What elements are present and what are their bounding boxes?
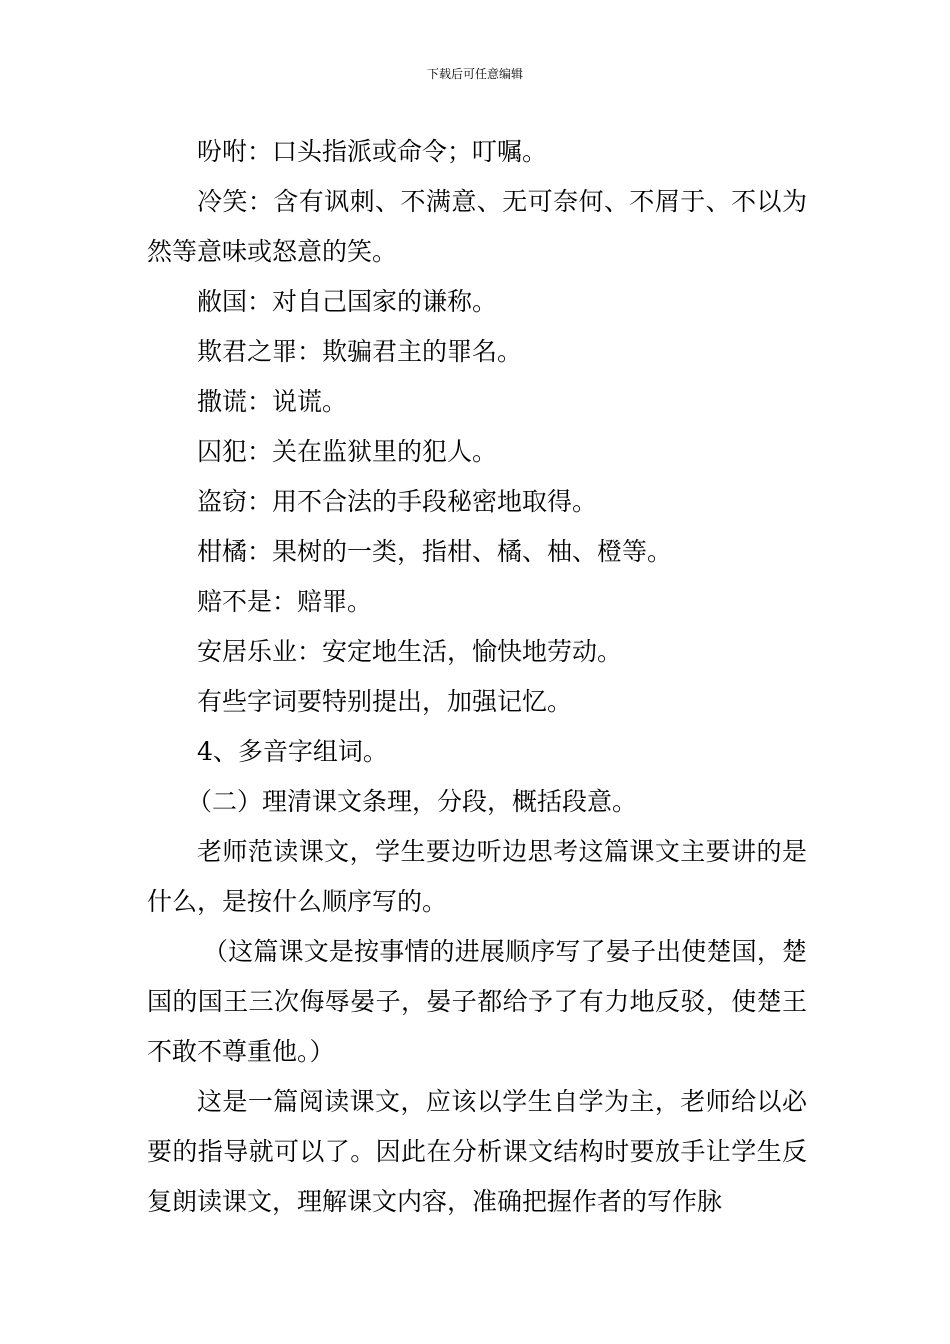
header-note: 下载后可任意编辑 <box>426 67 523 81</box>
paragraph-definition-daoqie: 盗窃：用不合法的手段秘密地取得。 <box>197 487 598 516</box>
paragraph-polyphone-task: 4、多音字组词。 <box>197 737 388 766</box>
paragraph-self-study: 这是一篇阅读课文，应该以学生自学为主，老师给以必要的指导就可以了。因此在分析课文结构时要放手让学生反复朗读课文，理解课文内容，准确把握作者的写作脉 <box>147 1087 807 1216</box>
paragraph-definition-sahuang: 撒谎：说谎。 <box>197 387 348 416</box>
paragraph-definition-lengxiao: 冷笑：含有讽刺、不满意、无可奈何、不屑于、不以为然等意味或怒意的笑。 <box>147 187 807 266</box>
paragraph-teacher-reading: 老师范读课文，学生要边听边思考这篇课文主要讲的是什么，是按什么顺序写的。 <box>147 837 807 916</box>
paragraph-definition-ganju: 柑橘：果树的一类，指柑、橘、柚、橙等。 <box>197 537 673 566</box>
paragraph-summary-note: （这篇课文是按事情的进展顺序写了晏子出使楚国，楚国的国王三次侮辱晏子，晏子都给予了有力地反驳，使楚王不敢不尊重他。） <box>147 937 807 1066</box>
paragraph-definition-anjuleye: 安居乐业：安定地生活，愉快地劳动。 <box>197 637 623 666</box>
paragraph-definition-qijunzhizui: 欺君之罪：欺骗君主的罪名。 <box>197 337 523 366</box>
paragraph-definition-fenfu: 吩咐：口头指派或命令；叮嘱。 <box>197 137 548 166</box>
paragraph-definition-qiufan: 囚犯：关在监狱里的犯人。 <box>197 437 498 466</box>
paragraph-memory-note: 有些字词要特别提出，加强记忆。 <box>197 687 573 716</box>
paragraph-definition-peibushi: 赔不是：赔罪。 <box>197 587 373 616</box>
section-heading-structure: （二）理清课文条理，分段，概括段意。 <box>187 787 638 816</box>
paragraph-definition-biguo: 敝国：对自己国家的谦称。 <box>197 287 498 316</box>
document-body <box>147 127 807 1227</box>
